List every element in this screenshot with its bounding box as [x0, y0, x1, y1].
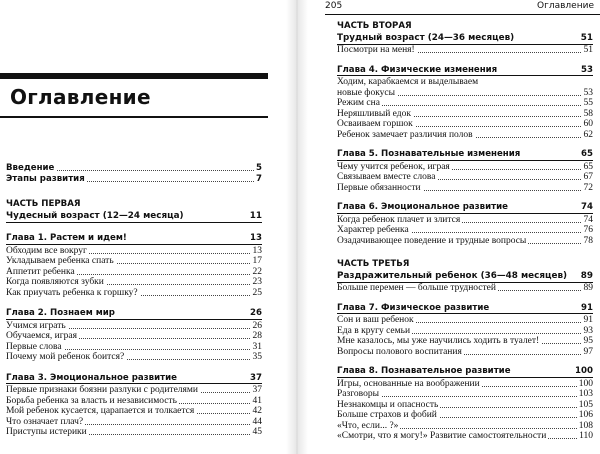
toc-entry[interactable]: Мой ребенок кусается, царапается и толкается 42	[6, 406, 262, 416]
toc-entry[interactable]: Укладываем ребенка спать 17	[6, 256, 262, 266]
chapter-heading[interactable]: Глава 2. Познаем мир 26	[6, 308, 262, 318]
toc-entry[interactable]: Ребенок замечает различия полов 62	[337, 129, 593, 140]
toc-entry[interactable]: Режим сна 55	[337, 98, 593, 108]
chapter-heading[interactable]: Глава 4. Физические изменения 53	[337, 64, 593, 75]
chapter-heading[interactable]: Глава 7. Физическое развитие 91	[337, 302, 593, 313]
toc-entry[interactable]: Больше перемен — больше трудностей 89	[337, 283, 593, 293]
page-title: Оглавление	[10, 85, 151, 109]
toc-entry[interactable]: Незнакомцы и опасность 105	[337, 399, 593, 410]
toc-entry[interactable]: Обучаемся, играя 28	[6, 331, 262, 341]
toc-entry[interactable]: Еда в кругу семьи 93	[337, 325, 593, 336]
title-top-bar	[0, 73, 268, 79]
toc-entry[interactable]: Посмотри на меня! 51	[337, 45, 593, 55]
toc-entry[interactable]: Этапы развития 7	[6, 173, 262, 184]
toc-entry[interactable]: Разговоры 103	[337, 389, 593, 399]
toc-entry[interactable]: Аппетит ребенка 22	[6, 266, 262, 277]
toc-entry[interactable]: Когда ребенок плачет и злится 74	[337, 214, 593, 225]
chapter-heading[interactable]: Глава 8. Познавательное развитие 100	[337, 366, 593, 376]
running-header	[325, 0, 600, 15]
chapter-heading[interactable]: Глава 6. Эмоциональное развитие 74	[337, 202, 593, 212]
toc-entry[interactable]: Первые слова 31	[6, 341, 262, 352]
running-head-title: Оглавление	[537, 1, 594, 11]
toc-left-block	[6, 163, 262, 438]
toc-entry[interactable]: Связываем вместе слова 67	[337, 172, 593, 182]
toc-entry[interactable]: Мне казалось, мы уже научились ходить в туалет! 95	[337, 336, 593, 346]
part-subtitle[interactable]: Раздражительный ребенок (36—48 месяцев) 89	[337, 271, 593, 281]
toc-entry[interactable]: Что означает плач? 44	[6, 416, 262, 427]
toc-right-block	[337, 21, 593, 442]
title-bottom-rule	[0, 116, 268, 118]
toc-entry[interactable]: Обходим все вокруг 13	[6, 245, 262, 256]
toc-entry[interactable]: Больше страхов и фобий 106	[337, 410, 593, 420]
part-heading: ЧАСТЬ ПЕРВАЯ	[6, 199, 81, 209]
part-heading: ЧАСТЬ ТРЕТЬЯ	[337, 259, 410, 269]
toc-entry[interactable]: Учимся играть 26	[6, 320, 262, 331]
right-page	[325, 0, 600, 454]
toc-entry[interactable]: Как приучать ребенка к горшку? 25	[6, 287, 262, 298]
toc-entry[interactable]: Ходим, карабкаемся и выделываем	[337, 77, 479, 87]
toc-entry[interactable]: Сон и ваш ребенок 91	[337, 315, 593, 325]
toc-entry[interactable]: Почему мой ребенок боится? 35	[6, 352, 262, 362]
toc-entry[interactable]: Приступы истерики 45	[6, 427, 262, 437]
toc-entry[interactable]: Чему учится ребенок, играя 65	[337, 161, 593, 172]
toc-entry[interactable]: Вопросы полового воспитания 97	[337, 346, 593, 357]
toc-entry[interactable]: Борьба ребенка за власть и независимость 41	[6, 395, 262, 406]
part-subtitle[interactable]: Чудесный возраст (12—24 месяца) 11	[6, 211, 262, 221]
toc-entry[interactable]: Игры, основанные на воображении 100	[337, 378, 593, 389]
toc-entry[interactable]: Характер ребенка 76	[337, 225, 593, 235]
toc-entry[interactable]: Когда появляются зубки 23	[6, 277, 262, 287]
toc-entry[interactable]: Первые обязанности 72	[337, 182, 593, 193]
part-heading: ЧАСТЬ ВТОРАЯ	[337, 21, 412, 31]
chapter-heading[interactable]: Глава 3. Эмоциональное развитие 37	[6, 372, 262, 383]
book-gutter	[286, 0, 308, 454]
part-subtitle[interactable]: Трудный возраст (24—36 месяцев) 51	[337, 33, 593, 43]
toc-entry[interactable]: новые фокусы 53	[337, 87, 593, 98]
toc-entry[interactable]: Неряшливый едок 58	[337, 108, 593, 119]
chapter-heading[interactable]: Глава 1. Растем и идем! 13	[6, 233, 262, 243]
toc-entry[interactable]: Первые признаки боязни разлуки с родителями 37	[6, 385, 262, 395]
toc-entry[interactable]: Введение 5	[6, 163, 262, 173]
chapter-heading[interactable]: Глава 5. Познавательные изменения 65	[337, 149, 593, 159]
page-number: 205	[325, 1, 343, 11]
toc-entry[interactable]: Осваиваем горшок 60	[337, 119, 593, 129]
toc-entry[interactable]: Озадачивающее поведение и трудные вопросы 78	[337, 235, 593, 246]
toc-entry[interactable]: «Смотри, что я могу!» Развитие самостоятельности 110	[337, 431, 593, 441]
left-page	[0, 0, 268, 454]
toc-entry[interactable]: «Что, если... ?» 108	[337, 420, 593, 431]
